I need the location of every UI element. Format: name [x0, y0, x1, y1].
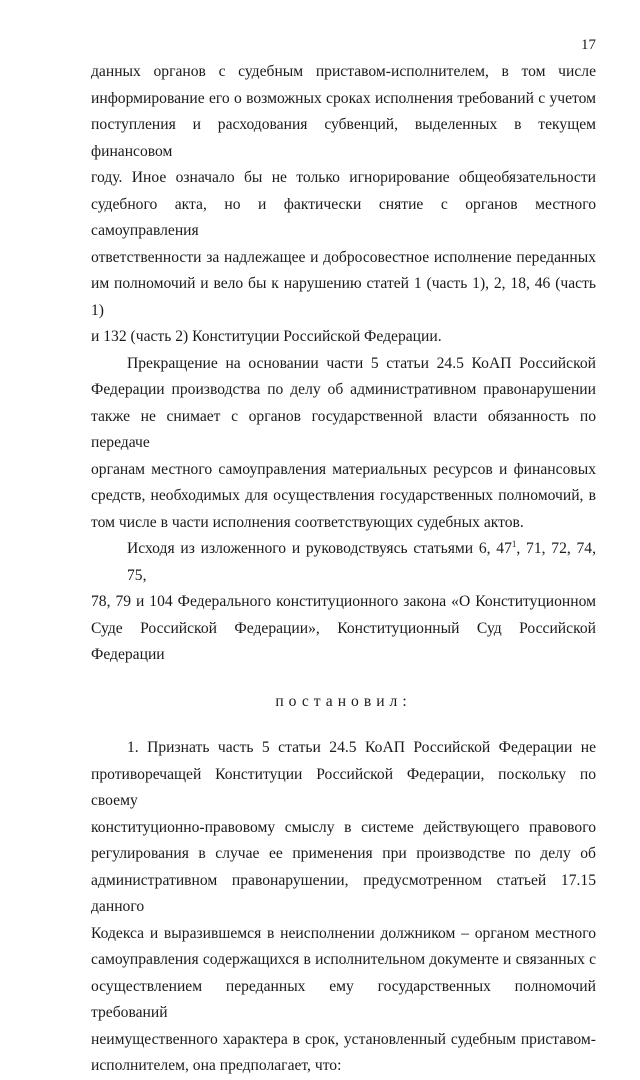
text-line-with-superscript [91, 536, 596, 589]
text-segment: Исходя из изложенного и руководствуясь статьями 6, 47 [127, 540, 512, 557]
paragraph-2 [91, 351, 596, 537]
text-line: им полномочий и вело бы к нарушению статей 1 (часть 1), 2, 18, 46 (часть 1) [91, 275, 596, 319]
paragraph-decision-1 [91, 735, 596, 1080]
text-line: судебного акта, но и фактически снятие с органов местного самоуправления [91, 195, 596, 239]
text-line: противоречащей Конституции Российской Федерации, поскольку по своему [91, 765, 596, 809]
text-line: неимущественного характера в срок, установленный судебным приставом- [91, 1030, 596, 1048]
text-line: году. Иное означало бы не только игнорирование общеобязательности [91, 169, 596, 186]
text-line: Кодекса и выразившемся в неисполнении должником – органом местного [91, 924, 596, 942]
paragraph-3 [91, 536, 596, 669]
text-line: самоуправления содержащихся в исполнительном документе и связанных с [91, 951, 596, 968]
text-line: поступления и расходования субвенций, выделенных в текущем финансовом [91, 116, 596, 160]
text-line: Суде Российской Федерации», Конституционный Суд Российской Федерации [91, 619, 596, 663]
text-line: органам местного самоуправления материальных ресурсов и финансовых [91, 460, 596, 478]
paragraph-1 [91, 59, 596, 351]
document-body [91, 59, 596, 1080]
text-line: данных органов с судебным приставом-исполнителем, в том числе [91, 63, 596, 80]
text-segment: , 71, 72, 74, 75, [127, 540, 596, 584]
page-number: 17 [581, 37, 596, 53]
text-line: средств, необходимых для осуществления государственных полномочий, в [91, 487, 596, 504]
decision-heading: постановил: [275, 692, 412, 710]
text-line: Федерации производства по делу об административном правонарушении [91, 381, 596, 398]
text-line: регулирования в случае ее применения при производстве по делу об [91, 845, 596, 862]
text-line: конституционно-правовому смыслу в системе действующего правового [91, 818, 596, 836]
text-line: ответственности за надлежащее и добросовестное исполнение переданных [91, 248, 596, 266]
text-line: также не снимает с органов государственной власти обязанность по передаче [91, 407, 596, 451]
text-line: 78, 79 и 104 Федерального конституционного закона «О Конституционном [91, 593, 596, 610]
text-line: административном правонарушении, предусмотренном статьей 17.15 данного [91, 871, 596, 915]
text-line: информирование его о возможных сроках исполнения требований с учетом [91, 89, 596, 107]
superscript: 1 [511, 539, 517, 549]
text-line: 1. Признать часть 5 статьи 24.5 КоАП Российской Федерации не [127, 739, 596, 756]
text-line: и 132 (часть 2) Конституции Российской Федерации. [91, 328, 442, 345]
text-line: том числе в части исполнения соответствующих судебных актов. [91, 513, 524, 531]
text-line: исполнителем, она предполагает, что: [91, 1057, 342, 1074]
text-line: осуществлением переданных ему государственных полномочий требований [91, 977, 596, 1021]
text-line: Прекращение на основании части 5 статьи 24.5 КоАП Российской [127, 354, 596, 372]
